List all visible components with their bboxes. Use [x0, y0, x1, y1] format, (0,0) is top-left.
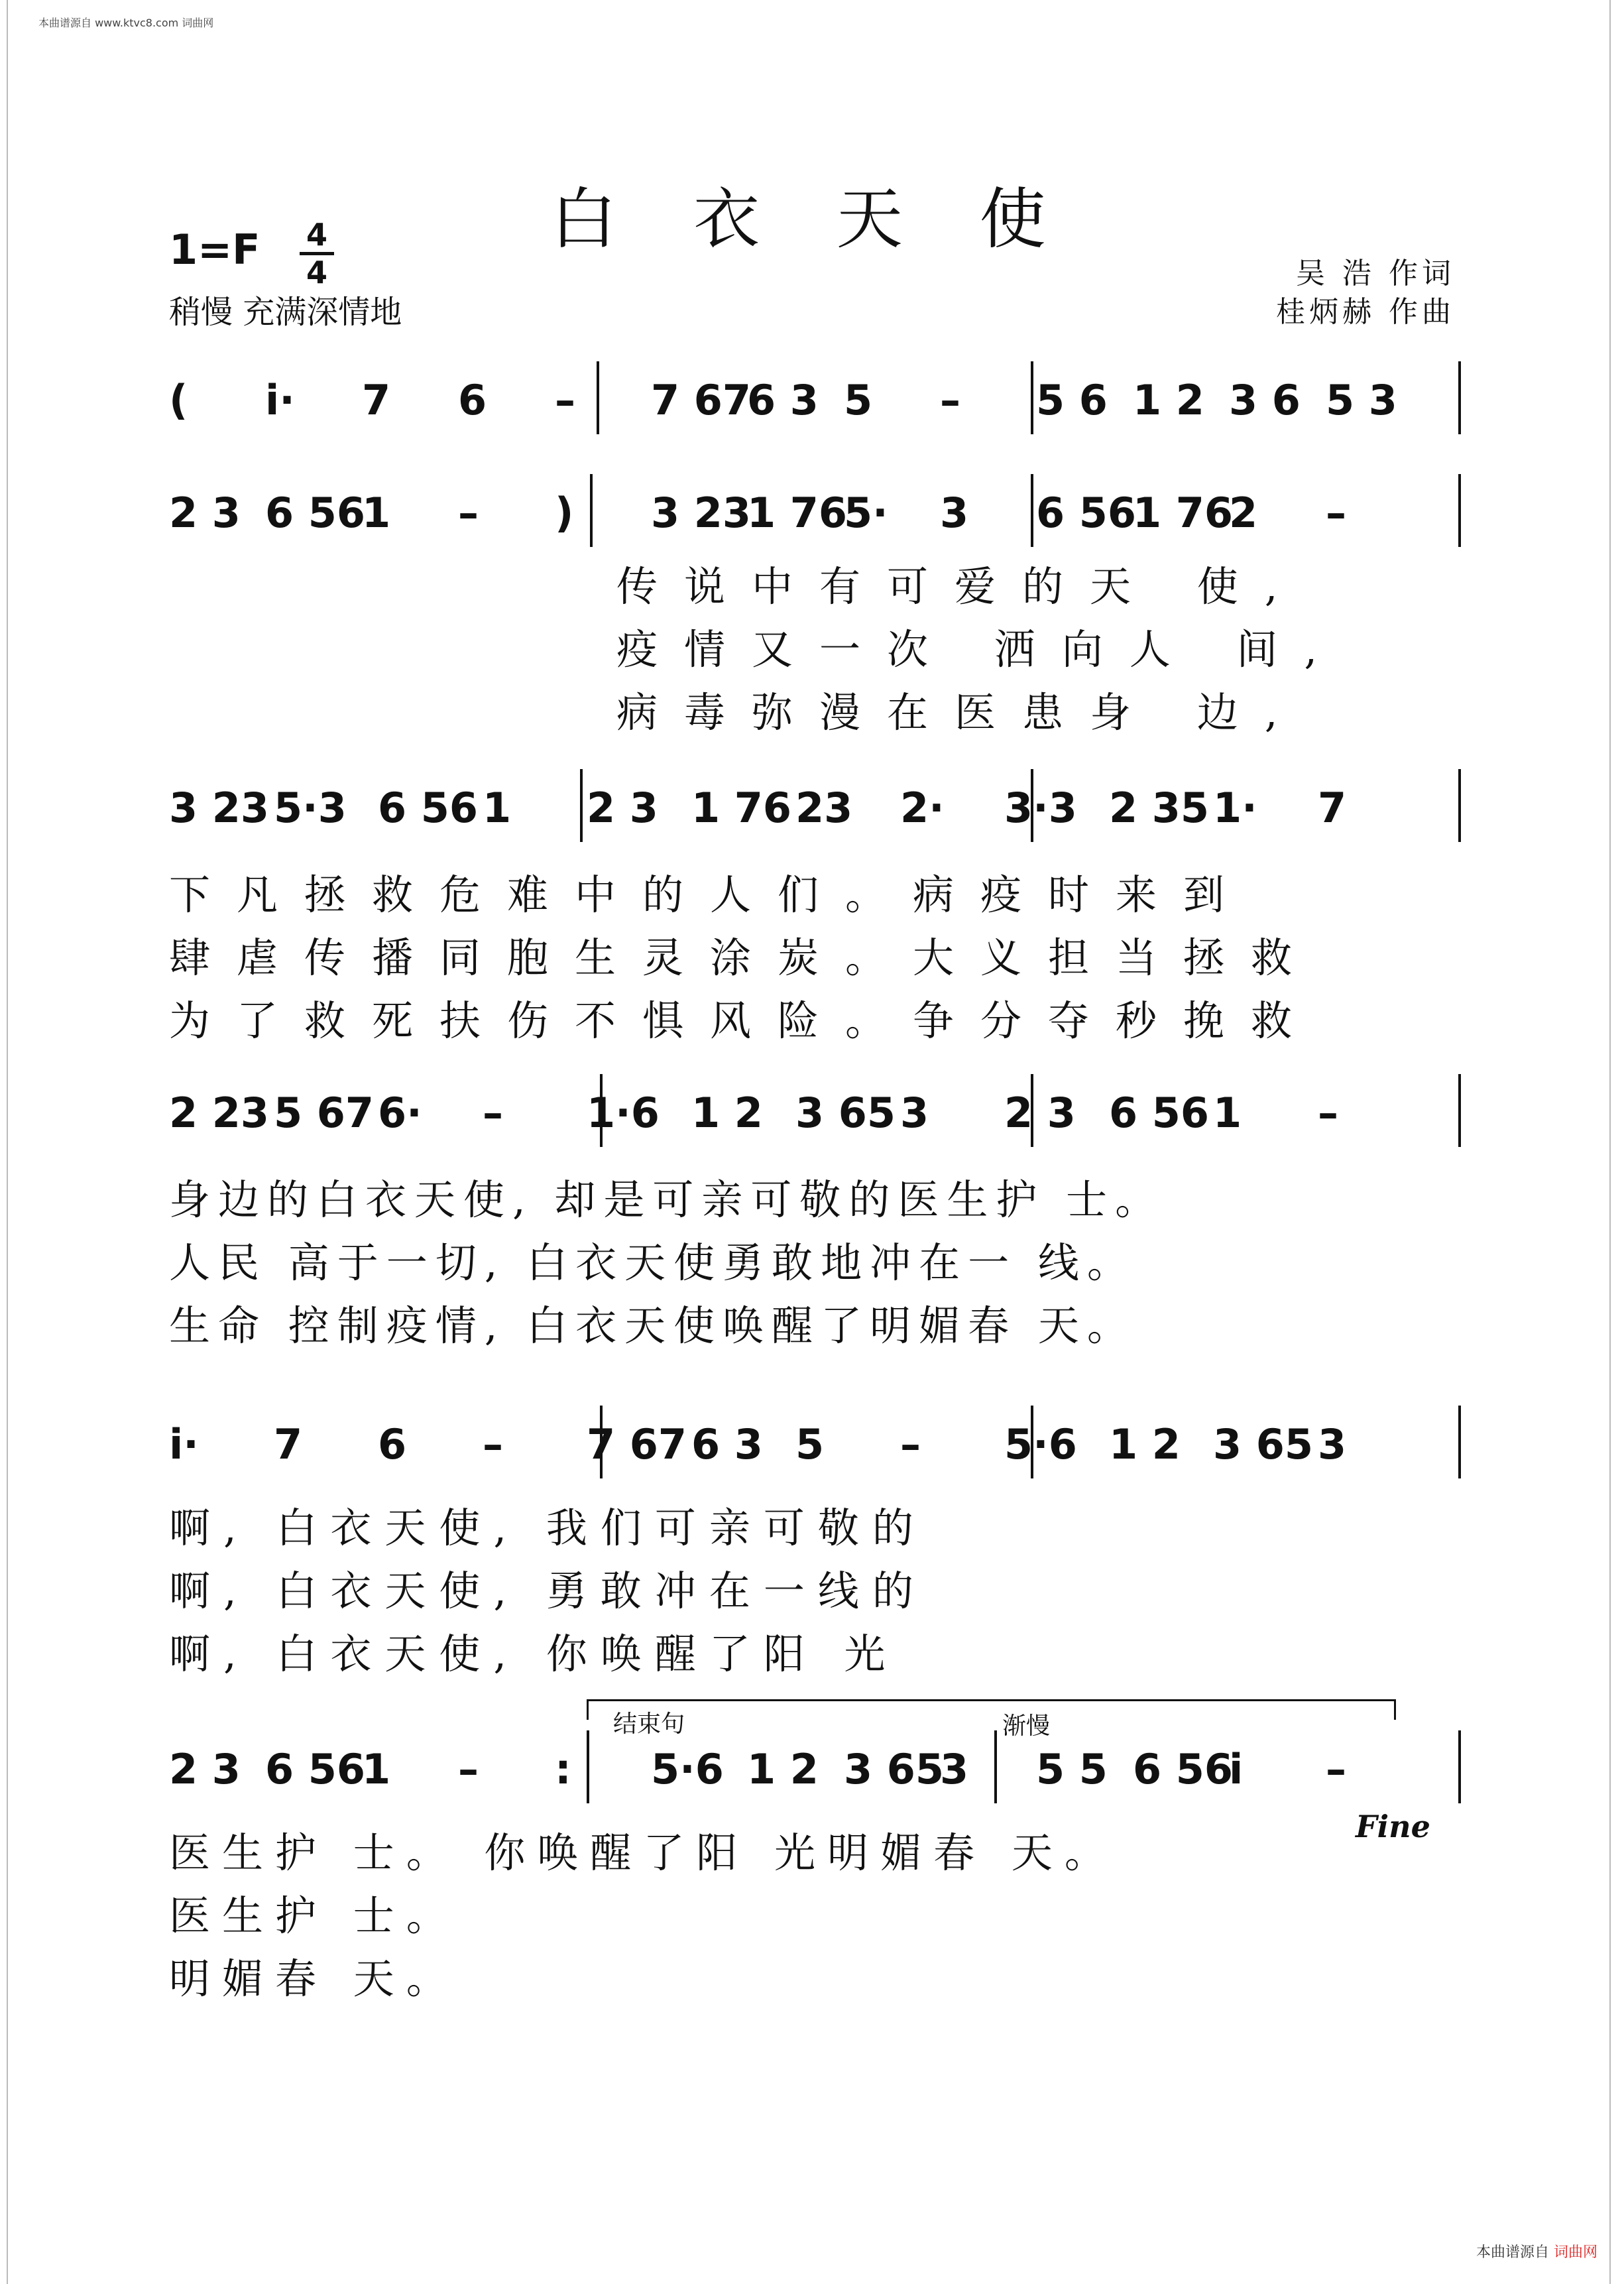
note-group: – [458, 1745, 479, 1793]
note-group: 1· [1213, 784, 1257, 832]
score-system [169, 1406, 1458, 1485]
lyric-line: 人民 高于一切, 白衣天使勇敢地冲在一 线。 [169, 1238, 1136, 1287]
note-group: 3 65 [795, 1089, 896, 1137]
note-group: 5 [844, 376, 873, 424]
note-group: 2· [900, 784, 945, 832]
note-group: 5 [795, 1420, 825, 1469]
note-group: 2 23 [169, 1089, 270, 1137]
note-group: – [1318, 1089, 1338, 1137]
bar-line [587, 1730, 589, 1803]
note-group: 3 65 [844, 1745, 945, 1793]
note-group: 5 67 [274, 1089, 375, 1137]
note-group: – [555, 376, 575, 424]
note-group: 3 [940, 489, 969, 537]
note-group: – [1326, 1745, 1346, 1793]
note-group: 1·6 [587, 1089, 660, 1137]
note-group: 1 2 [1109, 1420, 1181, 1469]
note-group: : [555, 1745, 571, 1793]
note-group: ) [555, 489, 574, 537]
note-group: i· [169, 1420, 199, 1469]
bar-line [1031, 361, 1033, 434]
lyricist-credit: 吴 浩 作词 [1296, 257, 1455, 290]
note-group: 3·3 [1004, 784, 1077, 832]
lyric-line: 为了救死扶伤不惧风险。争分夺秒挽救 [169, 996, 1319, 1045]
note-group: 5·6 [651, 1745, 724, 1793]
ending-bracket [587, 1699, 1396, 1720]
lyric-line: 传说中有可爱的天 使, [616, 562, 1305, 611]
note-group: 7 67 [651, 376, 752, 424]
composer-credit: 桂炳赫 作曲 [1276, 295, 1455, 329]
note-group: 5·3 [274, 784, 347, 832]
note-group: 2 35 [1109, 784, 1210, 832]
fine-mark: Fine [1356, 1809, 1430, 1844]
note-group: 2 3 [169, 489, 241, 537]
note-group: 1 [362, 489, 391, 537]
note-group: 5 3 [1326, 376, 1397, 424]
note-group: ( [169, 376, 188, 424]
note-group: 6 56 [378, 784, 479, 832]
lyric-line: 身边的白衣天使, 却是可亲可敬的医生护 士。 [169, 1175, 1165, 1224]
lyric-line: 医生护 士。 [169, 1892, 459, 1940]
note-group: – [900, 1420, 921, 1469]
lyric-line: 下凡拯救危难中的人们。病疫时来到 [169, 871, 1251, 919]
note-group: 6· [378, 1089, 422, 1137]
score-system [169, 1074, 1458, 1154]
note-group: 2 [1229, 489, 1258, 537]
source-note: 本曲谱源自 www.ktvc8.com 词曲网 [38, 17, 214, 29]
note-group: 3 [940, 1745, 969, 1793]
note-group: 1 76 [747, 489, 848, 537]
lyric-line: 生命 控制疫情, 白衣天使唤醒了明媚春 天。 [169, 1301, 1136, 1350]
footer-note: 本曲谱源自 词曲网 [1476, 2244, 1597, 2261]
note-group: 6 56 [1133, 1745, 1234, 1793]
bar-line [590, 474, 593, 547]
note-group: 1 76 [1133, 489, 1234, 537]
lyric-line: 病毒弥漫在医患身 边, [616, 688, 1305, 737]
bar-line [1458, 1074, 1461, 1147]
note-group: 3 23 [169, 784, 270, 832]
note-group: 7 [1318, 784, 1347, 832]
lyric-line: 啊, 白衣天使, 我们可亲可敬的 [169, 1504, 927, 1552]
note-group: 6 56 [265, 489, 366, 537]
note-group: 3 65 [1213, 1420, 1314, 1469]
note-group: 7 [274, 1420, 303, 1469]
key-signature: 1=F [169, 225, 261, 274]
bar-line [994, 1730, 997, 1803]
bar-line [597, 361, 599, 434]
note-group: 1 2 [747, 1745, 819, 1793]
note-group: 7 67 [587, 1420, 687, 1469]
rit-label: 渐慢 [1002, 1713, 1051, 1740]
page-edge-right [1609, 0, 1617, 2284]
lyric-line: 肆虐传播同胞生灵涂炭。大义担当拯救 [169, 933, 1319, 982]
note-group: 3 [900, 1089, 929, 1137]
note-group: – [483, 1089, 503, 1137]
note-group: 2 3 [1004, 1089, 1076, 1137]
note-group: 6 3 [691, 1420, 763, 1469]
time-signature: 4 4 [300, 219, 334, 288]
lyric-line: 啊, 白衣天使, 你唤醒了阳 光 [169, 1630, 899, 1678]
note-group: – [940, 376, 960, 424]
note-group: 6 56 [265, 1745, 366, 1793]
note-group: 6 56 [1109, 1089, 1210, 1137]
note-group: i· [265, 376, 295, 424]
lyric-line: 疫情又一次 洒向人 间, [616, 625, 1344, 674]
note-group: 5·6 [1004, 1420, 1077, 1469]
lyric-line: 啊, 白衣天使, 勇敢冲在一线的 [169, 1567, 927, 1615]
ending-label: 结束句 [613, 1711, 685, 1738]
lyric-line: 医生护 士。 你唤醒了阳 光明媚春 天。 [169, 1829, 1118, 1877]
bar-line [1458, 769, 1461, 842]
note-group: 1 [362, 1745, 391, 1793]
note-group: 1 [1213, 1089, 1242, 1137]
note-group: 2 3 [169, 1745, 241, 1793]
note-group: 1 [483, 784, 512, 832]
page-edge-left [7, 0, 15, 2284]
note-group: 3 23 [651, 489, 752, 537]
note-group: 7 [362, 376, 391, 424]
tempo-marking: 稍慢 充满深情地 [169, 294, 402, 331]
note-group: – [458, 489, 479, 537]
note-group: 6 [378, 1420, 407, 1469]
note-group: 2 3 [587, 784, 658, 832]
note-group: 3 [1318, 1420, 1347, 1469]
note-group: 5 5 [1036, 1745, 1108, 1793]
score-system [169, 361, 1458, 441]
note-group: – [483, 1420, 503, 1469]
note-group: 3 6 [1229, 376, 1301, 424]
note-group: 6 56 [1036, 489, 1137, 537]
note-group: 23 [795, 784, 853, 832]
note-group: 5 6 [1036, 376, 1108, 424]
note-group: 6 [458, 376, 487, 424]
score-system [169, 769, 1458, 849]
note-group: 6 3 [747, 376, 819, 424]
bar-line [1458, 474, 1461, 547]
note-group: 1 76 [691, 784, 792, 832]
note-group: – [1326, 489, 1346, 537]
note-group: 5· [844, 489, 888, 537]
song-title: 白 衣 天 使 [550, 180, 1074, 258]
bar-line [1458, 1730, 1461, 1803]
bar-line [1458, 361, 1461, 434]
note-group: i [1229, 1745, 1244, 1793]
note-group: 1 2 [691, 1089, 763, 1137]
score-system [169, 1730, 1458, 1810]
lyric-line: 明媚春 天。 [169, 1954, 459, 2003]
score-system [169, 474, 1458, 554]
note-group: 1 2 [1133, 376, 1204, 424]
bar-line [580, 769, 583, 842]
bar-line [1458, 1406, 1461, 1478]
bar-line [1031, 474, 1033, 547]
